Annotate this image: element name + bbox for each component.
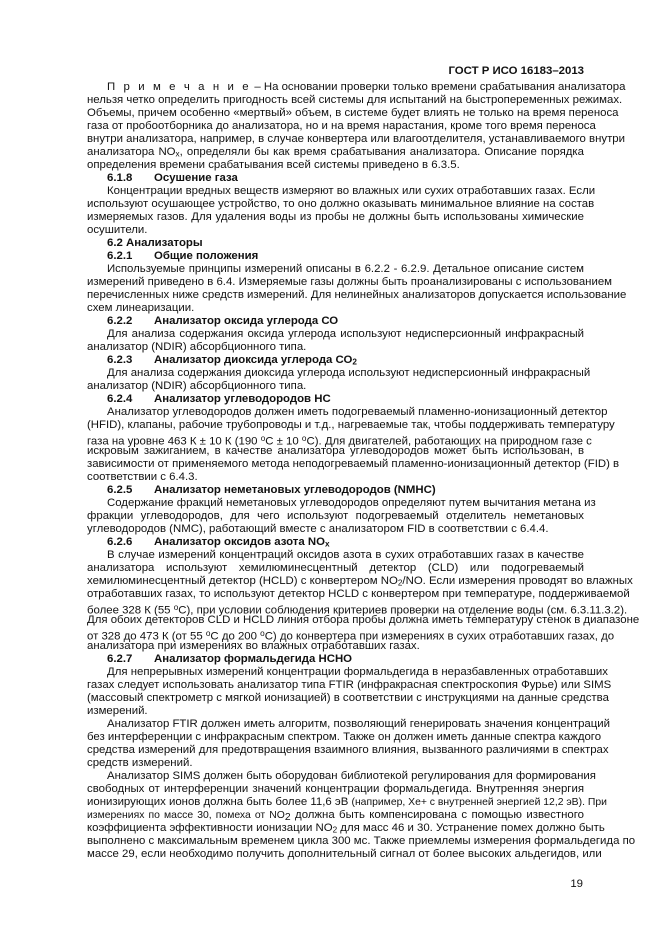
text-line bbox=[87, 848, 602, 861]
text-run: нельзя четко определить пригодность всей системы для испытаний на быстропеременных режимах. bbox=[87, 94, 623, 106]
text-line bbox=[107, 172, 584, 185]
text-line bbox=[107, 666, 608, 679]
text-run: x bbox=[324, 539, 330, 549]
text-line bbox=[107, 770, 596, 783]
text-line bbox=[87, 107, 619, 120]
text-run: П р и м е ч а н и е bbox=[107, 81, 252, 93]
text-run: 6.2.1 bbox=[107, 250, 133, 262]
text-run: Анализатор оксида углерода СО bbox=[154, 315, 339, 327]
text-line bbox=[87, 380, 584, 393]
text-line bbox=[87, 562, 584, 575]
text-run: Анализатор формальдегида НСНО bbox=[154, 653, 353, 665]
text-line bbox=[87, 211, 584, 224]
text-line bbox=[87, 523, 584, 536]
text-run: газа на уровне 463 К ± 10 К (190 bbox=[87, 435, 261, 448]
text-line bbox=[87, 341, 584, 354]
text-line bbox=[107, 315, 584, 328]
text-line bbox=[87, 744, 609, 757]
text-run: искровым зажиганием, в качестве анализатора углеводородов может быть использован, в bbox=[87, 445, 584, 457]
text-run: коэффициента эффективности ионизации NO bbox=[87, 822, 333, 834]
text-run: 6.2 Анализаторы bbox=[107, 237, 203, 249]
text-run: о bbox=[205, 629, 211, 638]
text-run: используют осушающее устройство, то оно должно оказывать минимальное влияние на состав bbox=[87, 198, 595, 210]
text-line bbox=[107, 406, 608, 419]
text-line bbox=[87, 445, 584, 458]
text-run: 6.2.2 bbox=[107, 315, 133, 327]
text-run: 6.2.7 bbox=[107, 653, 133, 665]
text-run: газах следует использовать анализатор типа FTIR (инфракрасная спектроскопия Фурье) или SIMS bbox=[87, 679, 612, 691]
text-line bbox=[87, 159, 584, 172]
text-line bbox=[87, 471, 584, 484]
text-run: Общие положения bbox=[154, 250, 259, 262]
text-run: анализатора при измерениях во влажных отработавших газах. bbox=[87, 640, 420, 652]
text-run: выполнено с максимальным временем цикла 300 мс. Также приемлемы измерения формальдегида по bbox=[87, 835, 636, 847]
text-run: Анализатор углеводородов НС bbox=[154, 393, 331, 405]
text-run: массе 29, если необходимо получить дополнительный сигнал от более высоких альдегидов, или bbox=[87, 848, 602, 860]
text-run: (например, Хе+ с внутренней энергией 12,2 эВ). При bbox=[351, 797, 607, 808]
text-run: 6.2.5 bbox=[107, 484, 133, 496]
text-run: С). Для двигателей, работающих на природном газе с bbox=[306, 435, 592, 448]
text-run: С), при условии соблюдения критериев проверки на отделение воды (см. 6.3.11.3.2). bbox=[178, 604, 628, 617]
text-run: измерений приведено в 6.4. Измеряемые газы должны быть проанализированы с использованием bbox=[87, 276, 613, 288]
text-line bbox=[87, 614, 640, 627]
text-line bbox=[87, 198, 595, 211]
text-run: определения времени срабатывания всей системы приведено в 6.3.5. bbox=[87, 159, 460, 171]
text-line bbox=[87, 640, 584, 653]
text-run: Анализатор оксидов азота NO bbox=[154, 536, 325, 548]
text-line bbox=[87, 588, 630, 601]
text-run: С до 200 bbox=[210, 630, 261, 643]
text-line bbox=[87, 796, 607, 809]
text-run: Для анализа содержания диоксида углерода используют недисперсионный инфракрасный bbox=[107, 367, 591, 379]
text-run: для масс 46 и 30. Устранение помех должно быть bbox=[337, 822, 605, 834]
text-run: 6.1.8 bbox=[107, 172, 133, 184]
text-run: Для непрерывных измерений концентрации формальдегида в неразбавленных отработавших bbox=[107, 666, 608, 678]
text-run: Анализатор FTIR должен иметь алгоритм, позволяющий генерировать значения концентраций bbox=[107, 718, 611, 730]
text-run: внутри анализатора, например, в случае конвертера или влагоотделителя, устанавливаемого внутри bbox=[87, 133, 625, 145]
text-line bbox=[107, 263, 584, 276]
text-line bbox=[107, 549, 584, 562]
text-line bbox=[87, 289, 627, 302]
text-line bbox=[107, 653, 584, 666]
text-run: (массовый спектрометр с мягкой ионизацией) в соответствии с инструкциями на данные средства bbox=[87, 692, 609, 704]
text-line bbox=[87, 458, 620, 471]
text-run: Для обоих детекторов CLD и HCLD линия отбора пробы должна иметь температуру стенок в диапазоне bbox=[87, 614, 640, 626]
text-line bbox=[87, 94, 623, 107]
text-run: средства измерений для предотвращения взаимного влияния, вызванного различиями в спектрах bbox=[87, 744, 609, 756]
text-run: фракции углеводородов, для чего используют подогреваемый отделитель неметановых bbox=[87, 510, 584, 522]
text-line bbox=[87, 692, 609, 705]
text-run: (HFID), клапаны, рабочие трубопроводы и т.д., нагреваемые так, чтобы поддерживать температуру bbox=[87, 419, 615, 431]
text-line bbox=[87, 224, 584, 237]
text-line bbox=[107, 237, 584, 250]
text-line bbox=[107, 328, 584, 341]
text-line bbox=[107, 250, 584, 263]
text-run: анализатор (NDIR) абсорбционного типа. bbox=[87, 341, 307, 353]
text-run: от 328 до 473 К (от 55 bbox=[87, 630, 206, 643]
text-run: газа от пробоотборника до анализатора, но и на время нарастания, кроме того время переноса bbox=[87, 120, 596, 132]
text-line bbox=[87, 731, 602, 744]
page-number: 19 bbox=[570, 878, 583, 890]
text-line bbox=[87, 302, 584, 315]
text-line bbox=[87, 510, 584, 523]
text-run: свободных от интерференции значений концентрации формальдегида. Внутренняя энергия bbox=[87, 783, 584, 795]
text-line bbox=[107, 497, 596, 510]
text-run: 6.2.6 bbox=[107, 536, 133, 548]
text-line bbox=[87, 276, 613, 289]
text-line bbox=[107, 393, 584, 406]
text-line bbox=[87, 705, 584, 718]
text-run: без интерференции с инфракрасным спектром. Также он должен иметь данные спектра каждого bbox=[87, 731, 602, 743]
text-run: хемилюминесцентный детектор (HCLD) с конвертером NO bbox=[87, 575, 398, 587]
text-run: Осушение газа bbox=[154, 172, 238, 184]
text-run: Анализатор диоксида углерода СО bbox=[154, 354, 353, 366]
text-run: о bbox=[260, 629, 265, 638]
text-run: более 328 К (55 bbox=[87, 604, 174, 617]
text-run: средств измерений. bbox=[87, 757, 193, 769]
text-run: Анализатор неметановых углеводородов (NMHC) bbox=[154, 484, 436, 496]
text-line bbox=[87, 419, 615, 432]
text-run: анализатора используют хемилюминесцентный детектор (CLD) или подогреваемый bbox=[87, 562, 584, 574]
text-run: 6.2.4 bbox=[107, 393, 133, 405]
text-run: измерений. bbox=[87, 705, 148, 717]
text-run: измерениях по массе 30, помеха от NO bbox=[87, 810, 285, 821]
text-run: 2 bbox=[397, 578, 403, 588]
text-line bbox=[87, 679, 612, 692]
text-run: С ± 10 bbox=[265, 435, 302, 448]
text-line bbox=[107, 367, 591, 380]
text-run: 2 bbox=[284, 812, 291, 824]
text-run: В случае измерений концентраций оксидов азота в сухих отработавших газах в качестве bbox=[107, 549, 584, 561]
text-run: /NO. Если измерения проводят во влажных bbox=[402, 575, 633, 587]
text-run: 6.2.3 bbox=[107, 354, 133, 366]
text-run: С) до конвертера при измерениях в сухих отработавших газах, до bbox=[264, 630, 615, 643]
text-run: перечисленных ниже средств измерений. Для нелинейных анализаторов допускается использование bbox=[87, 289, 627, 301]
text-line bbox=[87, 120, 596, 133]
text-run: осушители. bbox=[87, 224, 148, 236]
text-run: , определяли бы как время срабатывания анализатора. Описание порядка bbox=[179, 146, 584, 158]
text-run: должна быть компенсирована с помощью известного bbox=[290, 809, 584, 821]
text-line bbox=[87, 835, 636, 848]
text-run: Для анализа содержания оксида углерода используют недисперсионный инфракрасный bbox=[107, 328, 584, 340]
text-run: углеводородов (NMC), работающий вместе с анализатором FID в соответствии с 6.4.4. bbox=[87, 523, 549, 535]
text-run: ионизирующих ионов должна быть более 11,6 эВ bbox=[87, 796, 352, 808]
text-run: 2 bbox=[332, 825, 338, 835]
text-line bbox=[107, 81, 626, 94]
text-line bbox=[107, 185, 596, 198]
text-run: измеряемых газов. Для удаления воды из пробы не должны быть использованы химические bbox=[87, 211, 584, 223]
text-line bbox=[107, 484, 584, 497]
text-line bbox=[87, 757, 584, 770]
text-run: схем линеаризации. bbox=[87, 302, 195, 314]
text-run: Используемые принципы измерений описаны в 6.2.2 - 6.2.9. Детальное описание систем bbox=[107, 263, 584, 275]
text-run: о bbox=[173, 603, 179, 612]
text-run: 2 bbox=[352, 357, 357, 367]
text-run: зависимости от применяемого метода неподогреваемый пламенно-ионизационный детектор (FID) в bbox=[87, 458, 620, 470]
text-run: отработавших газах, то используют детектор HCLD с конвертером при температуре, поддерживаемой bbox=[87, 588, 630, 600]
text-run: соответствии с 6.4.3. bbox=[87, 471, 198, 483]
text-line bbox=[87, 133, 625, 146]
text-run: – На основании проверки только времени срабатывания анализатора bbox=[251, 81, 626, 93]
text-run: анализатор (NDIR) абсорбционного типа. bbox=[87, 380, 307, 392]
text-line bbox=[107, 718, 611, 731]
text-run: анализатора NO bbox=[87, 146, 176, 158]
text-run: Анализатор SIMS должен быть оборудован библиотекой регулирования для формирования bbox=[107, 770, 596, 782]
text-run: Анализатор углеводородов должен иметь подогреваемый пламенно-ионизационный детектор bbox=[107, 406, 608, 418]
text-run: о bbox=[301, 434, 307, 443]
text-run: о bbox=[260, 434, 266, 443]
text-run: Содержание фракций неметановых углеводородов определяют путем вычитания метана из bbox=[107, 497, 596, 509]
text-run: Концентрации вредных веществ измеряют во влажных или сухих отработавших газах. Если bbox=[107, 185, 596, 197]
text-run: Объемы, причем особенно «мертвый» объем, в системе будет влиять не только на время переноса bbox=[87, 107, 619, 119]
text-line bbox=[87, 783, 584, 796]
document-header: ГОСТ Р ИСО 16183–2013 bbox=[448, 65, 584, 77]
text-run: x bbox=[175, 149, 180, 159]
